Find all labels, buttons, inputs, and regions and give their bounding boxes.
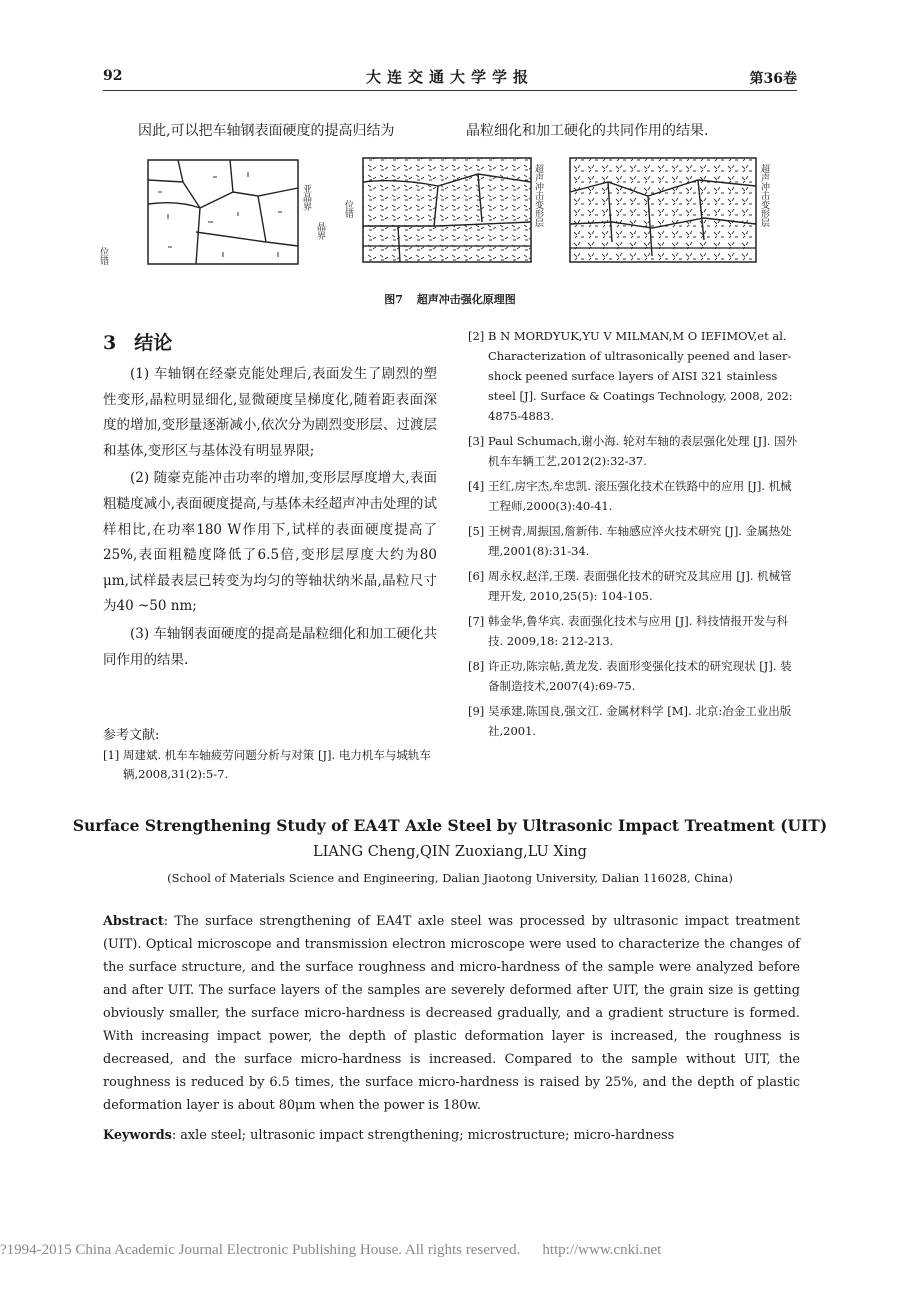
reference-number: [1]: [103, 748, 120, 762]
reference-text: 王树青,周振国,詹新伟. 车轴感应淬火技术研究 [J]. 金属热处理,2001(8):31-34.: [488, 524, 792, 558]
label-grain-boundary: 晶界: [315, 222, 325, 240]
abstract-label: Abstract: [103, 914, 164, 929]
reference-text: 韩金华,鲁华宾. 表面强化技术与应用 [J]. 科技情报开发与科技. 2009,18: 212-213.: [488, 614, 789, 648]
reference-text: B N MORDYUK,YU V MILMAN,M O IEFIMOV,et al. Characterization of ultrasonically peened and laser-shock peened surface layers of AISI 321 stainless steel [J]. Surface & Coatings Technology, 2008, 202: 4875-4883.: [488, 329, 793, 423]
reference-text: 王红,房宇杰,牟忠凯. 滚压强化技术在铁路中的应用 [J]. 机械工程师,2000(3):40-41.: [488, 479, 792, 513]
english-abstract: [103, 910, 800, 1117]
watermark-text: ?1994-2015 China Academic Journal Electronic Publishing House. All rights reserved.: [0, 1242, 521, 1258]
reference-text: 许正功,陈宗帖,黄龙发. 表面形变强化技术的研究现状 [J]. 装备制造技术,2007(4):69-75.: [488, 659, 792, 693]
section-title: 结论: [134, 332, 173, 354]
references-left-column: [103, 746, 437, 789]
label-dislocation-a: 位错: [98, 247, 108, 265]
section-number: 3: [103, 332, 117, 354]
page-number: 92: [103, 68, 123, 84]
reference-item: [468, 656, 800, 696]
reference-number: [9]: [468, 704, 485, 718]
references-right-column: [468, 326, 800, 746]
figure-caption-number: 图7: [384, 293, 403, 306]
panel-uit-deformed: [343, 158, 544, 262]
keywords-label: Keywords: [103, 1128, 172, 1143]
panel-final-structure: [570, 158, 770, 262]
label-dislocation-b: 位错: [343, 200, 353, 218]
english-affiliation: (School of Materials Science and Engineering, Dalian Jiaotong University, Dalian 116028, China): [167, 871, 733, 885]
watermark-url[interactable]: http://www.cnki.net: [542, 1242, 662, 1258]
reference-item: [468, 611, 800, 651]
english-keywords: [103, 1128, 800, 1143]
reference-number: [2]: [468, 329, 485, 343]
intro-text-right: 晶粒细化和加工硬化的共同作用的结果.: [466, 123, 709, 139]
english-title: Surface Strengthening Study of EA4T Axle Steel by Ultrasonic Impact Treatment (UIT): [72, 816, 828, 835]
conclusion-paragraph: (3) 车轴钢表面硬度的提高是晶粒细化和加工硬化共同作用的结果.: [103, 625, 437, 668]
reference-item: [468, 701, 800, 741]
label-deform-layer-b: 超声冲击变形层: [759, 164, 769, 227]
intro-text-left: 因此,可以把车轴钢表面硬度的提高归结为: [138, 123, 395, 139]
reference-item: [468, 326, 800, 426]
conclusion-paragraph: (2) 随豪克能冲击功率的增加,变形层厚度增大,表面粗糙度减小,表面硬度提高,与基体未经超声冲击处理的试样相比,在功率180 W作用下,试样的表面硬度提高了25%,表面粗糙度降低了6.5倍,变形层厚度大约为80 μm,试样最表层已转变为均匀的等轴状纳米晶,晶粒尺寸为40 ~50 nm;: [103, 470, 437, 615]
reference-number: [8]: [468, 659, 485, 673]
figure-caption: [0, 291, 900, 307]
panel-initial-grains: [98, 160, 326, 266]
reference-text: Paul Schumach,谢小海. 轮对车轴的表层强化处理 [J]. 国外机车车辆工艺,2012(2):32-37.: [488, 434, 798, 468]
references-heading: 参考文献:: [103, 728, 160, 743]
strengthening-schematic: [98, 152, 798, 270]
reference-text: 周永权,赵洋,王璞. 表面强化技术的研究及其应用 [J]. 机械管理开发, 2010,25(5): 104-105.: [488, 569, 792, 603]
reference-item: [468, 476, 800, 516]
conclusions-body: [103, 362, 437, 675]
figure-caption-text: 超声冲击强化原理图: [416, 293, 516, 306]
abstract-text: : The surface strengthening of EA4T axle steel was processed by ultrasonic impact treatment (UIT). Optical microscope and transmission electron microscope were used to characterize the changes of the surface structure, and the surface roughness and micro-hardness of the sample were analyzed before and after UIT. The surface layers of the samples are severely deformed after UIT, the grain size is getting obviously smaller, the surface micro-hardness is decreased gradually, and a gradient structure is formed. With increasing impact power, the depth of plastic deformation layer is increased, the roughness is decreased, and the surface micro-hardness is increased. Compared to the sample without UIT, the roughness is reduced by 6.5 times, the surface micro-hardness is raised by 25%, and the depth of plastic deformation layer is about 80μm when the power is 180w.: [103, 914, 800, 1113]
reference-number: [7]: [468, 614, 485, 628]
reference-item: [103, 746, 437, 784]
reference-number: [3]: [468, 434, 485, 448]
keywords-text: : axle steel; ultrasonic impact strengthening; microstructure; micro-hardness: [171, 1128, 675, 1143]
reference-text: 周建斌. 机车车轴疲劳问题分析与对策 [J]. 电力机车与城轨车辆,2008,31(2):5-7.: [123, 748, 431, 781]
label-deform-layer-a: 超声冲击变形层: [533, 164, 543, 227]
reference-item: [468, 431, 800, 471]
reference-item: [468, 566, 800, 606]
volume-label: 第36卷: [749, 71, 797, 87]
reference-number: [4]: [468, 479, 485, 493]
conclusion-paragraph: (1) 车轴钢在经豪克能处理后,表面发生了剧烈的塑性变形,晶粒明显细化,显微硬度呈梯度化,随着距表面深度的增加,变形量逐渐减小,依次分为剧烈变形层、过渡层和基体,变形区与基体没有明显界限;: [103, 366, 437, 459]
english-authors: LIANG Cheng,QIN Zuoxiang,LU Xing: [313, 844, 587, 860]
section-heading: [103, 328, 172, 355]
figure-7: [98, 152, 798, 270]
reference-text: 吴承建,陈国良,强文江. 金属材料学 [M]. 北京:冶金工业出版社,2001.: [488, 704, 792, 738]
reference-number: [6]: [468, 569, 485, 583]
reference-item: [468, 521, 800, 561]
copyright-watermark: [0, 1242, 661, 1259]
running-header: [103, 66, 797, 91]
reference-number: [5]: [468, 524, 485, 538]
label-sub-grain-boundary: 亚晶界: [301, 184, 311, 211]
journal-name: 大连交通大学学报: [365, 68, 534, 86]
